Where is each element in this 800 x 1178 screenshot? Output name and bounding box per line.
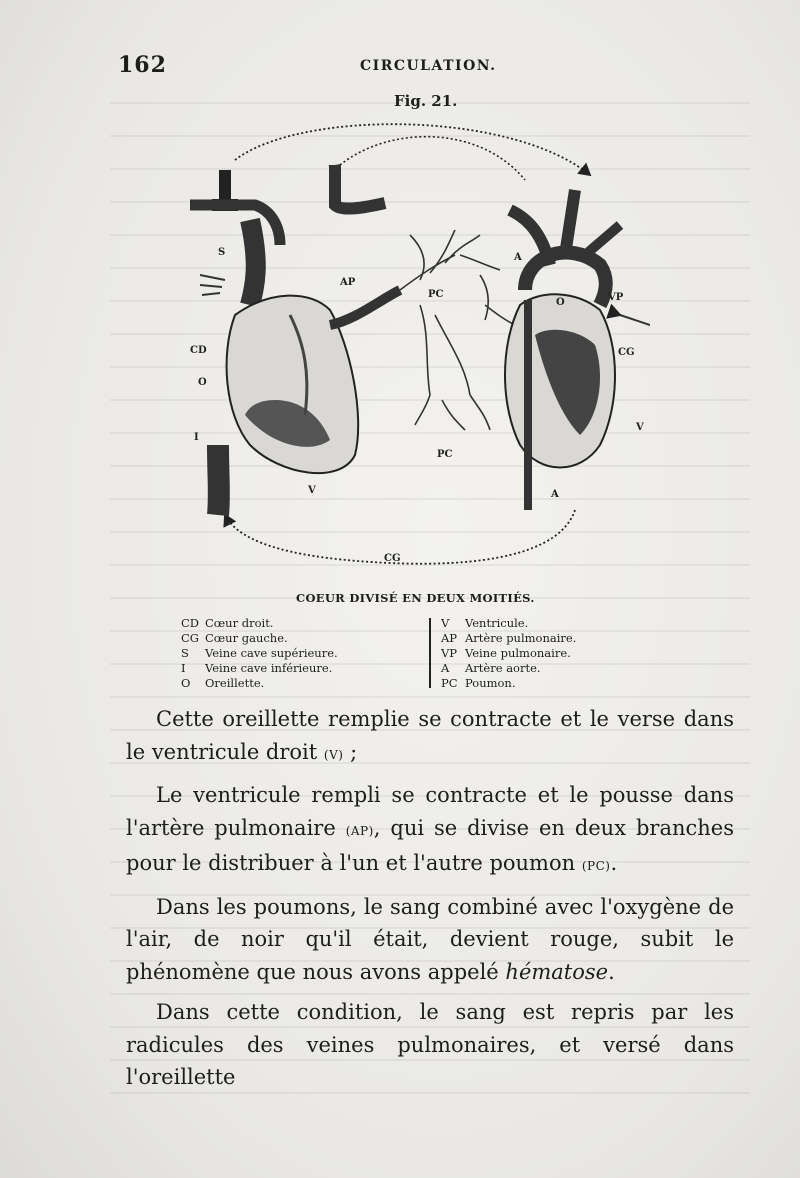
diagram-label-pc-top: PC [428, 289, 444, 300]
diagram-label-v-left: V [308, 485, 316, 496]
diagram-label-pc-bottom: PC [437, 449, 453, 460]
paragraph: Dans les poumons, le sang combiné avec l'oxygène de l'air, de noir qu'il était, devient rouge, subit le phénomène que nous avons appelé hématose. [126, 894, 734, 984]
dotted-loop-top-inner [340, 137, 525, 180]
italic-term: hématose [505, 959, 609, 984]
paragraph: Le ventricule rempli se contracte et le pousse dans l'artère pulmonaire (AP), qui se divise en deux branches pour le distribuer à l'un et l'autre poumon (PC). [126, 783, 734, 875]
lung-branches-drawing [400, 230, 515, 430]
page-number: 162 [118, 52, 167, 78]
legend-item: CG Cœur gauche. [181, 631, 288, 645]
body-text [126, 703, 734, 1102]
legend-item: VP Veine pulmonaire. [441, 646, 571, 660]
running-title: CIRCULATION. [360, 58, 497, 74]
paragraph: Dans cette condition, le sang est repris par les radicules des veines pulmonaires, et versé dans l'oreillette [126, 1000, 734, 1089]
diagram-label-cg-right: CG [618, 347, 635, 358]
legend-column-left [181, 616, 421, 691]
diagram-label-a-bottom: A [551, 489, 559, 500]
legend-divider [429, 618, 431, 688]
legend-item: S Veine cave supérieure. [181, 646, 338, 660]
figure-label: Fig. 21. [394, 92, 458, 110]
diagram-label-s: S [218, 247, 226, 258]
legend-item: AP Artère pulmonaire. [441, 631, 577, 645]
legend-column-right [441, 616, 641, 691]
legend-item: V Ventricule. [441, 616, 529, 630]
legend-item: O Oreillette. [181, 676, 265, 690]
legend-item: PC Poumon. [441, 676, 516, 690]
diagram-label-vp: VP [608, 292, 624, 303]
diagram-label-cg-bottom: CG [384, 553, 401, 564]
diagram-label-o-right: O [556, 297, 565, 308]
right-heart-drawing [190, 165, 400, 515]
dotted-loop-top-outer [235, 124, 590, 175]
figure-caption: COEUR DIVISÉ EN DEUX MOITIÉS. [296, 591, 535, 605]
legend-item: A Artère aorte. [441, 661, 541, 675]
diagram-label-o-left: O [198, 377, 207, 388]
diagram-label-i: I [194, 432, 199, 443]
legend-item: I Veine cave inférieure. [181, 661, 333, 675]
heart-diagram-svg [180, 115, 650, 575]
diagram-label-ap: AP [340, 277, 356, 288]
figure-legend [181, 616, 621, 692]
diagram-label-a-top: A [514, 252, 522, 263]
legend-item: CD Cœur droit. [181, 616, 274, 630]
heart-diagram [180, 115, 650, 575]
diagram-label-cd: CD [190, 345, 207, 356]
paragraph: Cette oreillette remplie se contracte et le verse dans le ventricule droit (V) ; [126, 707, 734, 764]
diagram-label-v-right: V [636, 422, 644, 433]
